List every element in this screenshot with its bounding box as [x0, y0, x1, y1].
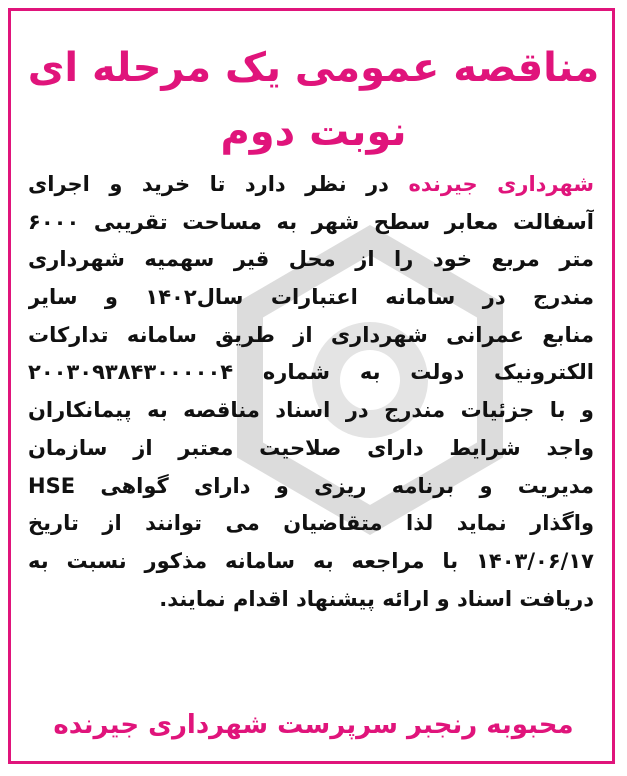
- body-line-11: ۱۴۰۳/۰۶/۱۷ با مراجعه به سامانه مذکور نسبت به: [28, 548, 594, 573]
- body-line-12: دریافت اسناد و ارائه پیشنهاد اقدام نمایند.: [159, 586, 594, 611]
- body-line-6: الکترونیک دولت به شماره ۲۰۰۳۰۹۳۸۴۳۰۰۰۰۰۴: [28, 360, 594, 385]
- notice-subtitle: نوبت دوم: [220, 109, 407, 155]
- notice-body: [28, 166, 594, 618]
- notice-title: مناقصه عمومی یک مرحله ای: [27, 45, 600, 91]
- body-line-8: واجد شرایط دارای صلاحیت معتبر از سازمان: [28, 435, 594, 460]
- body-line-10: واگذار نماید لذا متقاضیان می توانند از تاریخ: [28, 511, 594, 536]
- body-line-5: منابع عمرانی شهرداری از طریق سامانه تدارکات: [28, 322, 594, 347]
- signature: محبوبه رنجبر سرپرست شهرداری جیرنده: [53, 710, 574, 740]
- body-line-3: متر مربع خود را از محل قیر سهمیه شهرداری: [28, 247, 594, 272]
- body-line-4: مندرج در سامانه اعتبارات سال۱۴۰۲ و سایر: [28, 285, 594, 310]
- body-line-7: و با جزئیات مندرج در اسناد مناقصه به پیمانکاران: [28, 398, 594, 423]
- body-line-1: شهرداری جیرنده در نظر دارد تا خرید و اجرای: [28, 172, 594, 196]
- body-line-2: آسفالت معابر سطح شهر به مساحت تقریبی ۶۰۰۰: [28, 209, 594, 234]
- organization-name: شهرداری جیرنده: [408, 172, 594, 196]
- body-line-9: مدیریت و برنامه ریزی و دارای گواهی HSE: [28, 473, 594, 498]
